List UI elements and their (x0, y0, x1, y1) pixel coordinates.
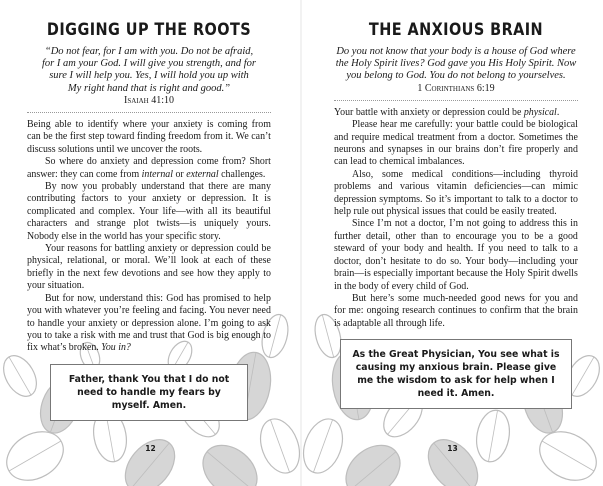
scripture-quote (334, 46, 578, 95)
leaf-vein-icon (269, 315, 280, 358)
text-run: . (556, 105, 560, 118)
body-text (27, 118, 271, 354)
quote-text: Do you not know that your body is a house of God where the Holy Spirit lives? God gave you His Holy Spirit. Now you belong to God. You do not belong to yourselves. (335, 46, 577, 82)
dotted-divider (334, 100, 578, 101)
scripture-quote (42, 46, 257, 107)
left-page (0, 0, 301, 486)
leaf-icon (336, 435, 410, 486)
text-run: Being able to identify where your anxiety is coming from can be the first step toward finding freedom from it. We can’t discuss solutions until we uncover the roots. (27, 118, 271, 155)
emphasis-text: external (186, 167, 219, 180)
paragraph (334, 106, 578, 118)
leaf-icon (418, 430, 487, 486)
scripture-reference: 1 Corinthians 6:19 (417, 82, 495, 94)
text-run: challenges. (218, 167, 266, 180)
body-area (334, 106, 578, 329)
leaf-vein-icon (488, 410, 497, 461)
paragraph (27, 118, 271, 155)
text-run: By now you probably understand that there are many contributing factors to your anxiety or depression. It is complicated and complex. Your life—with all its beautiful characters and strange plot twists—is uniquely yours. Nobody else in the world has your specific story. (27, 180, 271, 242)
page-title: DIGGING UP THE ROOTS (46, 20, 252, 40)
paragraph (27, 180, 271, 242)
dotted-divider (27, 112, 271, 113)
text-run: Please hear me carefully: your battle could be biological and require medical treatment from a doctor. Sometimes the neurons and synapses in our brains don’t fire properly and can lead to chemical imbalances. (334, 118, 578, 168)
prayer-box (50, 364, 248, 421)
prayer-box (340, 339, 572, 409)
paragraph (334, 168, 578, 218)
paragraph (27, 242, 271, 292)
page-title: THE ANXIOUS BRAIN (368, 20, 544, 40)
paragraph (334, 217, 578, 291)
paragraph (27, 155, 271, 180)
text-run: So where do anxiety and depression come from? Short answer: they can come from (27, 155, 271, 180)
emphasis-text: internal (141, 167, 173, 180)
paragraph (27, 292, 271, 354)
quote-text: “Do not fear, for I am with you. Do not be afraid, for I am your God. I will give you strength, and for sure I will help you. Yes, I will hold you up with My right hand that is right and good.” (42, 46, 256, 94)
prayer-text: As the Great Physician, You see what is causing my anxious brain. Please give me the wisdom to ask for help when I need it. Amen. (352, 349, 560, 400)
text-run: Since I’m not a doctor, I’m not going to address this in further detail, other than to encourage you to be a good steward of your body and health. If you need to talk to a doctor, don’t hesitate to do so. Your body—including your brain—is especially important because the Holy Spirit dwells in the body of every child of God. (334, 217, 578, 292)
text-run: Also, some medical conditions—including thyroid problems and various vitamin deficiencies—can mimic depression symptoms. So it’s important to talk to a doctor to help rule out physical issues that could be easily treated. (334, 167, 578, 218)
text-run: Your battle with anxiety or depression could be (334, 105, 524, 118)
emphasis-text: You in? (101, 341, 131, 354)
prayer-text: Father, thank You that I do not need to handle my fears by myself. Amen. (68, 373, 230, 411)
scripture-reference: Isaiah 41:10 (124, 94, 174, 106)
right-page (302, 0, 603, 486)
body-text (334, 106, 578, 329)
text-run: Your reasons for battling anxiety or depression could be physical, relational, or moral. We’ll look at each of these briefly in the next few devotions and see how they apply to your situation. (27, 242, 271, 292)
page-content (27, 20, 271, 421)
text-run: But for now, understand this: God has promised to help you with whatever you’re feeling and facing. You never need to handle your anxiety or depression alone. I’m going to ask you to take a risk with me and trust that God is big enough to fix what’s broken. (27, 291, 271, 354)
paragraph (334, 118, 578, 168)
page-content (334, 20, 578, 409)
body-area (27, 118, 271, 354)
page-number: 13 (447, 444, 458, 453)
text-run: But here’s some much-needed good news for you and for me: ongoing research continues to confirm that the brain is adaptable all through life. (334, 291, 578, 329)
leaf-vein-icon (322, 315, 333, 358)
leaf-icon (193, 435, 267, 486)
emphasis-text: physical (523, 105, 557, 118)
page-number: 12 (145, 444, 156, 453)
paragraph (334, 292, 578, 329)
text-run: or (172, 167, 187, 180)
